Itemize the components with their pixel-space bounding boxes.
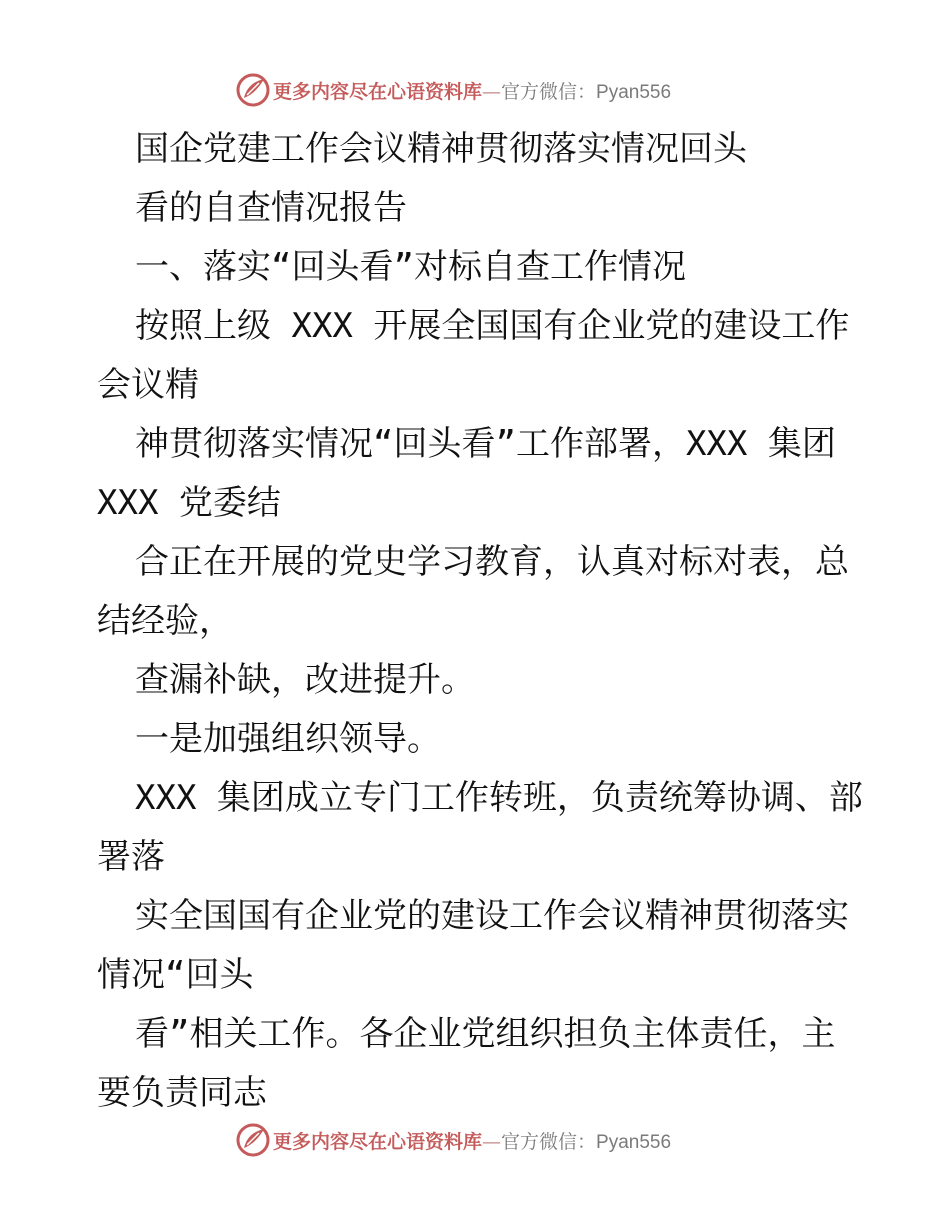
watermark-text [273, 77, 671, 104]
watermark-label: 官方微信： [501, 1130, 597, 1153]
document-line: 看”相关工作。各企业党组织担负主体责任，主 [135, 1014, 836, 1054]
watermark-site: 更多内容尽在心语资料库 [273, 80, 483, 103]
document-line: 合正在开展的党史学习教育，认真对标对表，总 [135, 542, 849, 582]
document-line: 一、落实“回头看”对标自查工作情况 [135, 247, 686, 287]
document-line: 一是加强组织领导。 [135, 719, 441, 759]
watermark-site: 更多内容尽在心语资料库 [273, 1130, 483, 1153]
watermark-separator: — [482, 80, 502, 103]
document-line: 情况“回头 [97, 955, 254, 995]
document-line: 神贯彻落实情况“回头看”工作部署，XXX 集团 [135, 424, 836, 464]
document-line: 署落 [97, 837, 165, 877]
document-line: 结经验， [97, 601, 233, 641]
document-line: 要负责同志 [97, 1073, 267, 1113]
document-line: XXX 集团成立专门工作转班，负责统筹协调、部 [135, 778, 863, 818]
leaf-pen-logo-icon [235, 1122, 271, 1158]
document-line: 国企党建工作会议精神贯彻落实情况回头 [135, 129, 747, 169]
document-line: 实全国国有企业党的建设工作会议精神贯彻落实 [135, 896, 849, 936]
watermark-label: 官方微信： [501, 80, 597, 103]
watermark-separator: — [482, 1130, 502, 1153]
document-line: XXX 党委结 [97, 483, 281, 523]
document-line: 按照上级 XXX 开展全国国有企业党的建设工作 [135, 306, 850, 346]
watermark-wechat-id: Pyan556 [596, 81, 672, 103]
document-body [97, 120, 863, 1123]
watermark-wechat-id: Pyan556 [596, 1131, 672, 1153]
document-line: 查漏补缺，改进提升。 [135, 660, 475, 700]
document-line: 看的自查情况报告 [135, 188, 407, 228]
header-watermark [235, 70, 671, 110]
leaf-pen-logo-icon [235, 72, 271, 108]
footer-watermark [235, 1120, 671, 1160]
document-line: 会议精 [97, 365, 199, 405]
watermark-text [273, 1127, 671, 1154]
